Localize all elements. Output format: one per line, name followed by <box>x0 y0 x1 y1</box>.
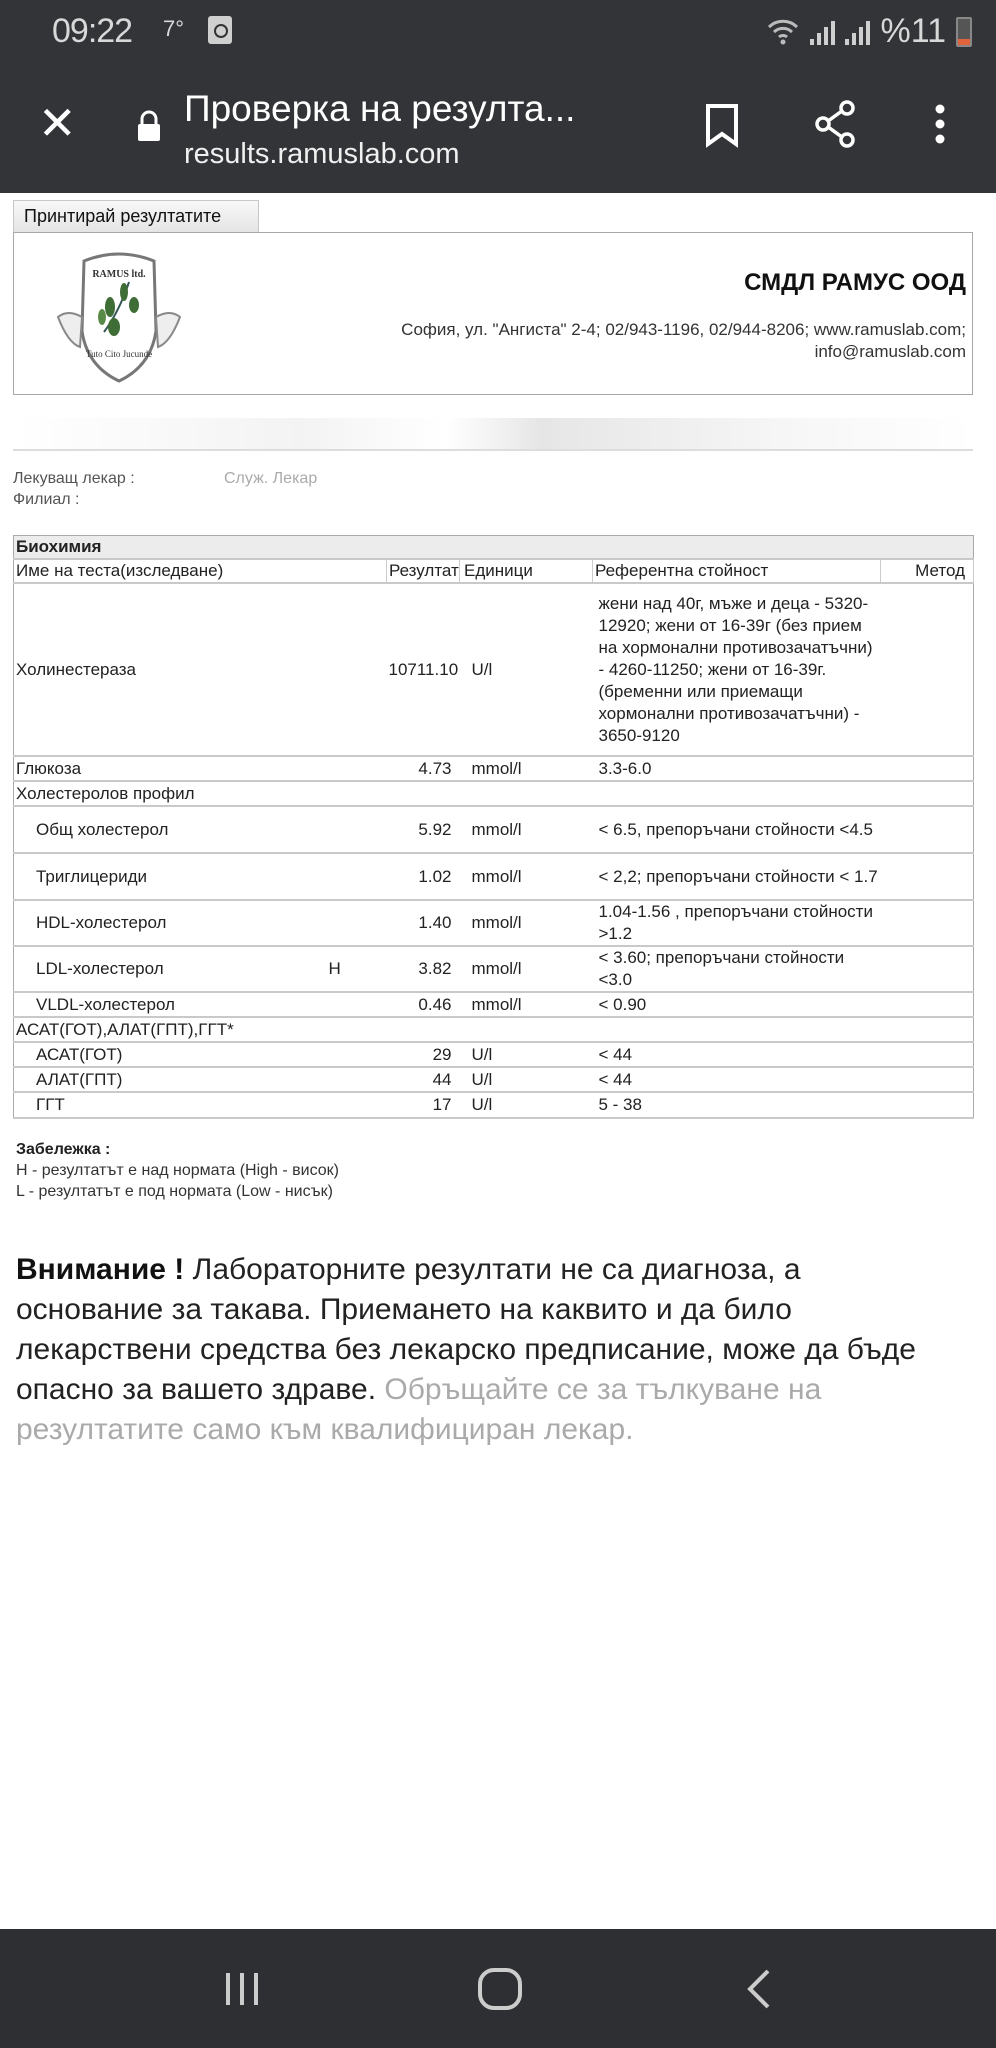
table-row <box>14 1092 974 1118</box>
wifi-icon <box>766 18 800 46</box>
doctor-value: Служ. Лекар <box>224 470 318 487</box>
flag <box>327 806 387 853</box>
recent-apps-icon[interactable] <box>220 1967 264 2011</box>
navigation-bar <box>0 1929 996 2048</box>
group-title: Холестеролов профил <box>14 781 974 806</box>
reference: < 0.90 <box>593 992 881 1017</box>
result: 1.02 <box>387 853 460 900</box>
lab-address <box>401 319 966 363</box>
branch-label: Филиал : <box>13 491 80 508</box>
group-row <box>14 1017 974 1042</box>
result: 10711.10 <box>387 583 460 756</box>
disclaimer-text-faded: Обръщайте се за тълкуване на резултатите само към квалифициран лекар. <box>16 1373 822 1446</box>
units: mmol/l <box>460 992 593 1017</box>
test-name: АЛАТ(ГПТ) <box>14 1067 327 1092</box>
flag <box>327 853 387 900</box>
reference: < 44 <box>593 1067 881 1092</box>
reference: 5 - 38 <box>593 1092 881 1118</box>
col-reference: Референтна стойност <box>593 559 881 583</box>
alarm-icon <box>208 16 232 44</box>
table-row <box>14 1042 974 1067</box>
flag <box>327 1067 387 1092</box>
reference: < 2,2; препоръчани стойности < 1.7 <box>593 853 881 900</box>
table-row <box>14 946 974 992</box>
test-name: HDL-холестерол <box>14 900 327 946</box>
table-row <box>14 1067 974 1092</box>
share-icon[interactable] <box>810 98 862 150</box>
flag <box>327 1042 387 1067</box>
test-name: ГГТ <box>14 1092 327 1118</box>
units: mmol/l <box>460 806 593 853</box>
table-row <box>14 992 974 1017</box>
section-title: Биохимия <box>14 536 974 560</box>
result: 44 <box>387 1067 460 1092</box>
result: 1.40 <box>387 900 460 946</box>
results-table <box>13 535 974 1119</box>
table-row <box>14 853 974 900</box>
group-row <box>14 781 974 806</box>
note-low: L - резултатът е под нормата (Low - нисък) <box>16 1183 333 1200</box>
result: 17 <box>387 1092 460 1118</box>
table-row <box>14 756 974 781</box>
status-temperature: 7° <box>163 16 185 41</box>
test-name: VLDL-холестерол <box>14 992 327 1017</box>
reference: 3.3-6.0 <box>593 756 881 781</box>
table-row <box>14 583 974 756</box>
doctor-label: Лекуващ лекар : <box>13 470 135 487</box>
signal-roaming-icon <box>845 19 870 45</box>
col-result: Резултат <box>387 559 460 583</box>
flag <box>327 900 387 946</box>
signal-icon <box>810 19 835 45</box>
battery-percent: %11 <box>880 12 946 50</box>
close-icon[interactable]: ✕ <box>38 97 77 149</box>
units: mmol/l <box>460 900 593 946</box>
test-name: Холинестераза <box>14 583 327 756</box>
reference: < 44 <box>593 1042 881 1067</box>
result: 4.73 <box>387 756 460 781</box>
test-name: Глюкоза <box>14 756 327 781</box>
disclaimer-label: Внимание ! <box>16 1253 185 1286</box>
col-method: Метод <box>881 559 974 583</box>
battery-icon <box>956 17 972 47</box>
back-icon[interactable] <box>740 1967 780 2011</box>
lab-header <box>13 232 973 395</box>
svg-text:Tuto Cito Jucunde: Tuto Cito Jucunde <box>85 349 153 359</box>
flag <box>327 756 387 781</box>
flag <box>327 992 387 1017</box>
patient-info-redacted <box>13 418 973 451</box>
note-high: H - резултатът е над нормата (High - висок) <box>16 1162 339 1179</box>
table-row <box>14 900 974 946</box>
reference: < 6.5, препоръчани стойности <4.5 <box>593 806 881 853</box>
lock-icon <box>136 110 162 142</box>
print-results-button[interactable]: Принтирай резултатите <box>13 200 259 233</box>
header-row <box>14 559 974 583</box>
col-name: Име на теста(изследване) <box>14 559 387 583</box>
units: mmol/l <box>460 853 593 900</box>
reference: жени над 40г, мъже и деца - 5320-12920; жени от 16-39г (без прием на хормонални противозачатъчни) - 4260-11250; жени от 16-39г. (бременни или приемащи хормонални противозачатъчни) - 3650-9120 <box>593 583 881 756</box>
units: mmol/l <box>460 756 593 781</box>
note-title: Забележка : <box>16 1141 111 1158</box>
lab-email[interactable]: info@ramuslab.com <box>814 342 966 361</box>
units: U/l <box>460 583 593 756</box>
group-title: АСАТ(ГОТ),АЛАТ(ГПТ),ГГТ* <box>14 1017 974 1042</box>
bookmark-icon[interactable] <box>696 98 748 150</box>
home-icon[interactable] <box>476 1967 524 2011</box>
svg-text:RAMUS ltd.: RAMUS ltd. <box>92 269 146 280</box>
result: 5.92 <box>387 806 460 853</box>
reference: < 3.60; препоръчани стойности <3.0 <box>593 946 881 992</box>
disclaimer-text: Лабораторните резултати не са диагноза, а основание за такава. Приемането на каквито и да било лекарствени средства без лекарско предписание, може да бъде опасно за вашето здраве. <box>16 1253 916 1406</box>
page-url[interactable]: results.ramuslab.com <box>184 138 460 170</box>
col-units: Единици <box>460 559 593 583</box>
flag <box>327 583 387 756</box>
flag <box>327 1092 387 1118</box>
result: 3.82 <box>387 946 460 992</box>
page-title: Проверка на резулта... <box>184 88 576 129</box>
status-bar <box>0 0 996 62</box>
test-name: Общ холестерол <box>14 806 327 853</box>
status-time: 09:22 <box>52 12 133 50</box>
more-vert-icon[interactable] <box>914 98 966 150</box>
test-name: LDL-холестерол <box>14 946 327 992</box>
table-row <box>14 806 974 853</box>
disclaimer <box>16 1250 956 1450</box>
test-name: АСАТ(ГОТ) <box>14 1042 327 1067</box>
units: U/l <box>460 1067 593 1092</box>
result: 0.46 <box>387 992 460 1017</box>
flag-high: H <box>327 946 387 992</box>
units: U/l <box>460 1042 593 1067</box>
status-right <box>766 12 972 51</box>
lab-name: СМДЛ РАМУС ООД <box>744 269 966 296</box>
browser-toolbar <box>0 62 996 193</box>
lab-address-line: София, ул. "Ангиста" 2-4; 02/943-1196, 02/944-8206; www.ramuslab.com; <box>401 320 966 339</box>
section-row <box>14 536 974 560</box>
test-name: Триглицериди <box>14 853 327 900</box>
reference: 1.04-1.56 , препоръчани стойности >1.2 <box>593 900 881 946</box>
units: mmol/l <box>460 946 593 992</box>
lab-logo <box>44 247 194 387</box>
result: 29 <box>387 1042 460 1067</box>
units: U/l <box>460 1092 593 1118</box>
